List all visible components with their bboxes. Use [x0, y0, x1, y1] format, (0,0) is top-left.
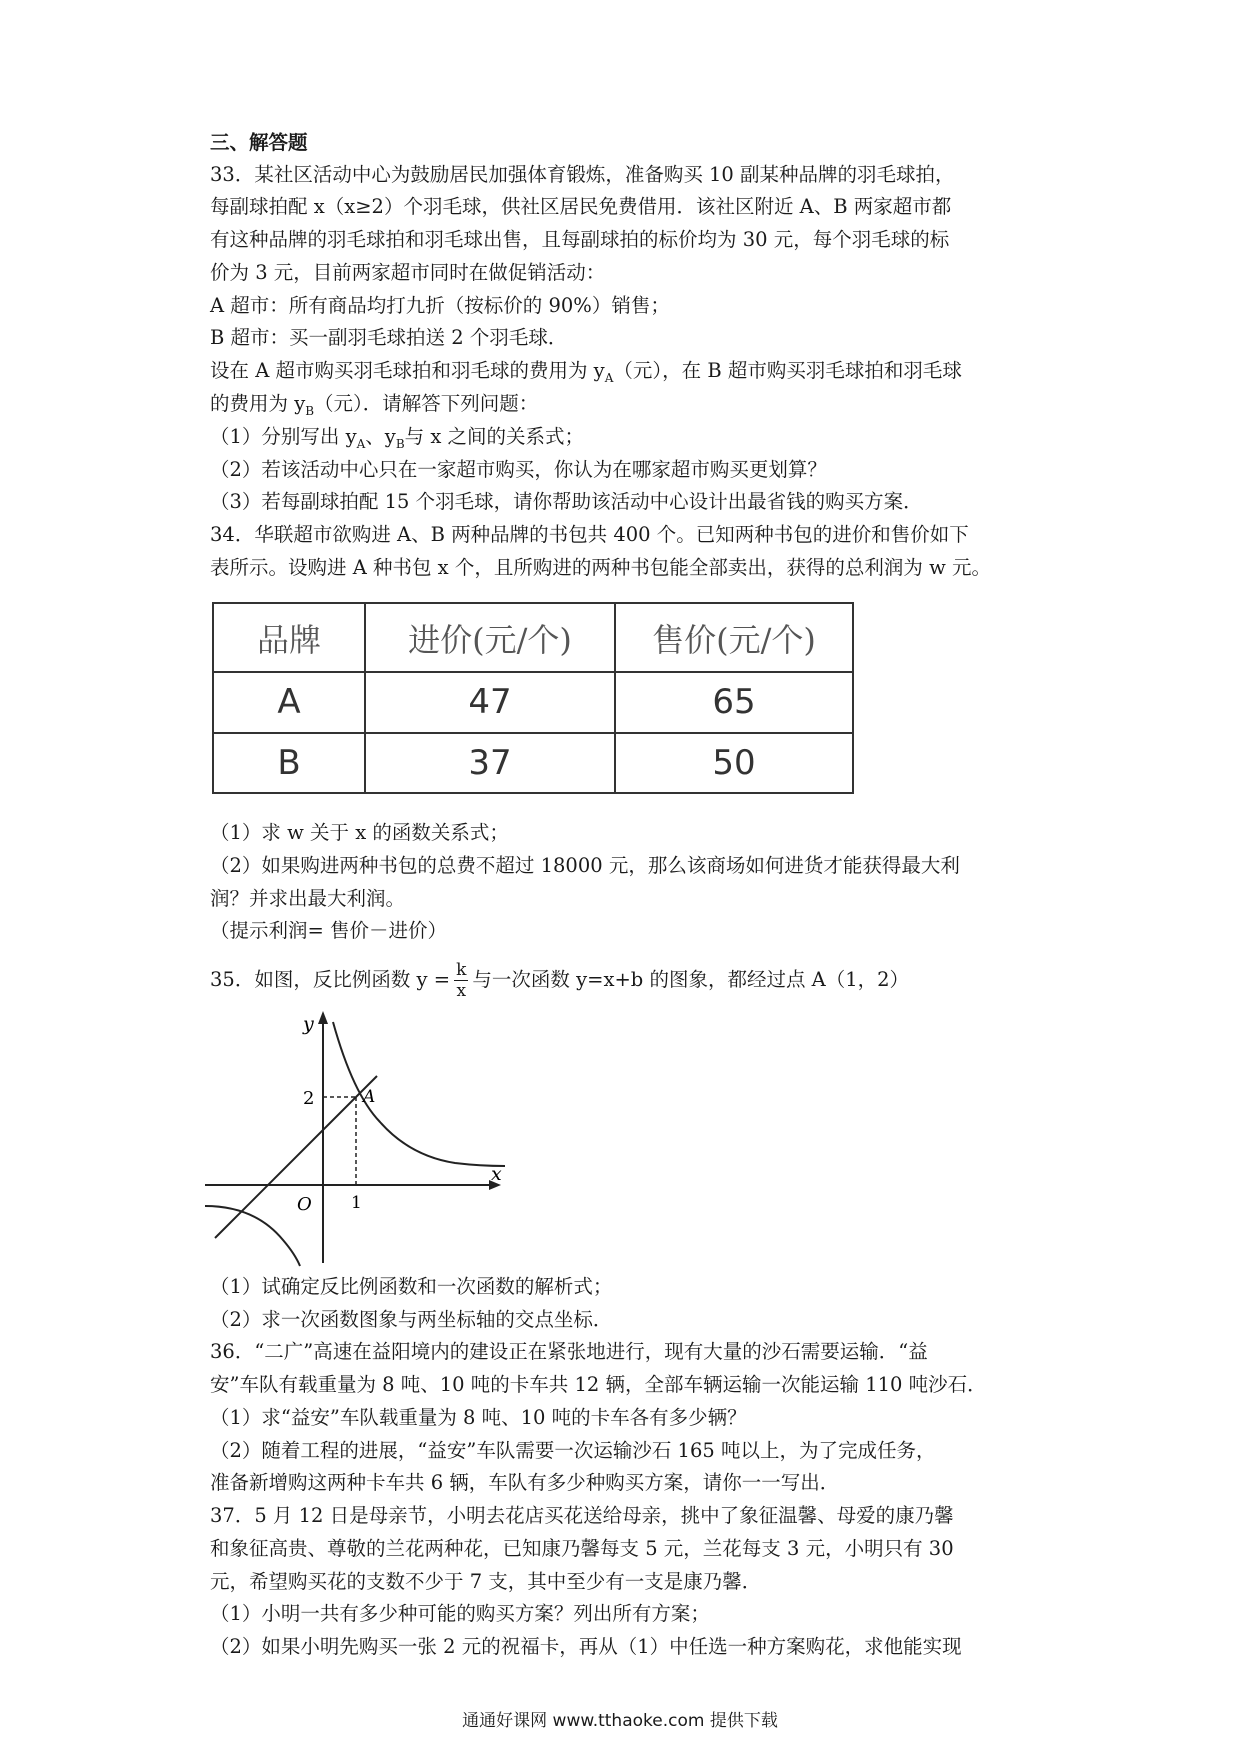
q37-part-2: （2）如果小明先购买一张 2 元的祝福卡，再从（1）中任选一种方案购花，求他能实现: [210, 1635, 962, 1658]
price-table: [212, 602, 854, 794]
q33-part-1-c: 与 x 之间的关系式；: [404, 425, 585, 448]
q34-part-2-a: （2）如果购进两种书包的总费不超过 18000 元，那么该商场如何进货才能获得最大利: [210, 854, 960, 877]
q34-hint: （提示利润= 售价－进价）: [210, 919, 448, 942]
hyperbola-branch-2: [205, 1206, 300, 1266]
q33-line-8-b: （元）．请解答下列问题：: [314, 392, 539, 415]
table-header-cell: 品牌: [213, 603, 365, 672]
table-row: [213, 672, 853, 732]
table-header-cell: 售价(元/个): [615, 603, 853, 672]
q33-part-1-b: 、y: [365, 425, 396, 448]
table-cell: 65: [615, 672, 853, 732]
q37-line-1: 37．5 月 12 日是母亲节，小明去花店买花送给母亲，挑中了象征温馨、母爱的康乃馨: [210, 1504, 954, 1527]
section-title: 三、解答题: [210, 131, 308, 154]
label-point-a: A: [363, 1087, 376, 1107]
label-origin: O: [297, 1194, 312, 1215]
page-footer: 通通好课网 www.tthaoke.com 提供下载: [462, 1711, 778, 1731]
label-y: y: [303, 1013, 314, 1035]
table-cell: B: [213, 733, 365, 793]
q33-line-3: 有这种品牌的羽毛球拍和羽毛球出售，且每副球拍的标价均为 30 元，每个羽毛球的标: [210, 228, 950, 251]
q36-line-1: 36．“二广”高速在益阳境内的建设正在紧张地进行，现有大量的沙石需要运输．“益: [210, 1340, 928, 1363]
label-x: x: [491, 1163, 502, 1185]
q33-line-8-a: 的费用为 y: [210, 392, 306, 415]
q35-line-1: [210, 960, 909, 1001]
label-tick-2: 2: [303, 1088, 315, 1109]
q34-line-1: 34．华联超市欲购进 A、B 两种品牌的书包共 400 个。已知两种书包的进价和售价如下: [210, 523, 969, 546]
q33-line-1: 33．某社区活动中心为鼓励居民加强体育锻炼，准备购买 10 副某种品牌的羽毛球拍，: [210, 163, 955, 186]
function-graph: [205, 1008, 515, 1268]
label-tick-1: 1: [351, 1193, 362, 1213]
q33-line-7-sub: A: [604, 370, 614, 385]
fraction-numerator: k: [456, 960, 467, 980]
q33-line-8: [210, 389, 538, 426]
q33-line-7: [210, 356, 962, 393]
q33-part-1-sub2: B: [395, 436, 405, 451]
q36-part-1: （1）求“益安”车队载重量为 8 吨、10 吨的卡车各有多少辆？: [210, 1406, 747, 1429]
q33-part-2: （2）若该活动中心只在一家超市购买，你认为在哪家超市购买更划算？: [210, 458, 827, 481]
q36-part-2-a: （2）随着工程的进展，“益安”车队需要一次运输沙石 165 吨以上，为了完成任务，: [210, 1439, 936, 1462]
q33-line-8-sub: B: [305, 403, 315, 418]
q37-part-1: （1）小明一共有多少种可能的购买方案？列出所有方案；: [210, 1602, 710, 1625]
fraction: [454, 960, 468, 1001]
q37-line-3: 元，希望购买花的支数不少于 7 支，其中至少有一支是康乃馨．: [210, 1570, 762, 1593]
table-cell: 37: [365, 733, 615, 793]
q33-line-5: A 超市：所有商品均打九折（按标价的 90%）销售；: [210, 294, 670, 317]
q36-part-2-b: 准备新增购这两种卡车共 6 辆，车队有多少种购买方案，请你一一写出．: [210, 1471, 840, 1494]
q34-part-2-b: 润？并求出最大利润。: [210, 887, 406, 910]
q33-line-7-a: 设在 A 超市购买羽毛球拍和羽毛球的费用为 y: [210, 359, 605, 382]
table-cell: 47: [365, 672, 615, 732]
table-header-row: [213, 603, 853, 672]
q33-line-4: 价为 3 元，目前两家超市同时在做促销活动：: [210, 261, 606, 284]
table-row: [213, 733, 853, 793]
q33-part-3: （3）若每副球拍配 15 个羽毛球，请你帮助该活动中心设计出最省钱的购买方案．: [210, 490, 923, 513]
table-header-cell: 进价(元/个): [365, 603, 615, 672]
q33-part-1-sub1: A: [356, 436, 366, 451]
q35-part-1: （1）试确定反比例函数和一次函数的解析式；: [210, 1275, 613, 1298]
q37-line-2: 和象征高贵、尊敬的兰花两种花，已知康乃馨每支 5 元，兰花每支 3 元，小明只有 30: [210, 1537, 954, 1560]
q35-line-1-b: 与一次函数 y=x+b 的图象，都经过点 A（1，2）: [472, 968, 910, 991]
linear-function-line: [215, 1076, 377, 1238]
y-axis-arrow: [318, 1011, 328, 1024]
q36-line-2: 安”车队有载重量为 8 吨、10 吨的卡车共 12 辆，全部车辆运输一次能运输 110 吨沙石．: [210, 1373, 987, 1396]
q35-part-2: （2）求一次函数图象与两坐标轴的交点坐标．: [210, 1308, 613, 1331]
q35-line-1-a: 35．如图，反比例函数 y =: [210, 968, 451, 991]
q33-part-1: [210, 422, 584, 459]
q34-line-2: 表所示。设购进 A 种书包 x 个，且所购进的两种书包能全部卖出，获得的总利润为 w 元。: [210, 556, 991, 579]
fraction-denominator: x: [456, 981, 467, 1001]
q34-part-1: （1）求 w 关于 x 的函数关系式；: [210, 821, 509, 844]
q33-line-7-b: （元），在 B 超市购买羽毛球拍和羽毛球: [613, 359, 962, 382]
q33-line-6: B 超市：买一副羽毛球拍送 2 个羽毛球．: [210, 326, 568, 349]
table-cell: A: [213, 672, 365, 732]
q33-part-1-a: （1）分别写出 y: [210, 425, 357, 448]
q33-line-2: 每副球拍配 x（x≥2）个羽毛球，供社区居民免费借用．该社区附近 A、B 两家超市都: [210, 195, 952, 218]
table-cell: 50: [615, 733, 853, 793]
